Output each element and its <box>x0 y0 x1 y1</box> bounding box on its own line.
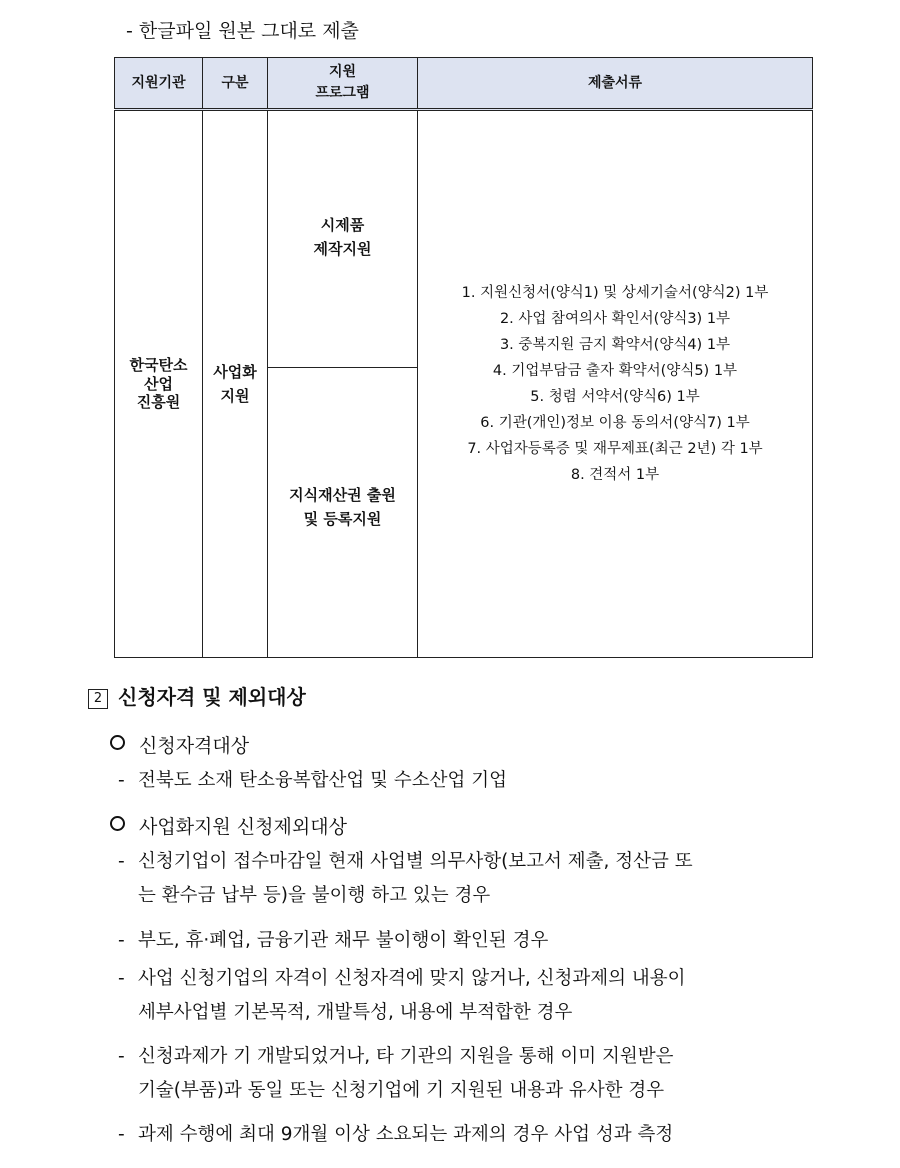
header-program-line2: 프로그램 <box>315 85 370 101</box>
exclusion-item-line: 부도, 휴·폐업, 금융기관 채무 불이행이 확인된 경우 <box>138 930 549 951</box>
document-item: 6. 기관(개인)정보 이용 동의서(양식7) 1부 <box>480 415 750 431</box>
header-program <box>268 58 418 110</box>
exclusion-item-line: 신청기업이 접수마감일 현재 사업별 의무사항(보고서 제출, 정산금 또 <box>138 851 693 872</box>
agency-line: 진흥원 <box>136 393 181 412</box>
list-item: - 부도, 휴·폐업, 금융기관 채무 불이행이 확인된 경우 <box>118 930 549 951</box>
document-item: 4. 기업부담금 출자 확약서(양식5) 1부 <box>492 363 738 379</box>
intro-note: - 한글파일 원본 그대로 제출 <box>126 20 359 42</box>
agency-line: 한국탄소 <box>129 355 188 374</box>
exclusion-item-line: 신청과제가 기 개발되었거나, 타 기관의 지원을 통해 이미 지원받은 <box>138 1046 674 1067</box>
document-item: 8. 견적서 1부 <box>570 467 660 483</box>
header-agency: 지원기관 <box>115 58 203 110</box>
list-item: - 신청기업이 접수마감일 현재 사업별 의무사항(보고서 제출, 정산금 또 는 환수금 납부 등)을 불이행 하고 있는 경우 <box>118 845 818 913</box>
table-row <box>115 110 813 368</box>
section-heading <box>88 681 306 710</box>
circle-bullet-icon <box>110 735 125 750</box>
exclusion-heading-text: 사업화지원 신청제외대상 <box>139 816 347 838</box>
exclusion-item-line: 기술(부품)과 동일 또는 신청기업에 기 지원된 내용과 유사한 경우 <box>138 1080 665 1101</box>
eligibility-heading <box>110 731 249 758</box>
program-line: 시제품 <box>320 216 365 234</box>
header-documents: 제출서류 <box>418 58 813 110</box>
section-number-box: 2 <box>88 689 108 709</box>
exclusion-item-line: 사업 신청기업의 자격이 신청자격에 맞지 않거나, 신청과제의 내용이 <box>138 968 686 989</box>
document-item: 2. 사업 참여의사 확인서(양식3) 1부 <box>499 311 731 327</box>
list-item: - 사업 신청기업의 자격이 신청자격에 맞지 않거나, 신청과제의 내용이 세부사업별 기본목적, 개발특성, 내용에 부적합한 경우 <box>118 962 818 1030</box>
header-category: 구분 <box>203 58 268 110</box>
section-title: 신청자격 및 제외대상 <box>118 685 306 709</box>
eligibility-item-text: 전북도 소재 탄소융복합산업 및 수소산업 기업 <box>138 770 507 791</box>
eligibility-heading-text: 신청자격대상 <box>139 735 250 757</box>
agency-line: 산업 <box>144 374 173 393</box>
program-cell-prototype <box>268 110 418 368</box>
program-line: 지식재산권 출원 <box>289 486 396 504</box>
submission-table <box>114 57 813 658</box>
agency-cell <box>115 110 203 658</box>
program-line: 및 등록지원 <box>303 510 382 528</box>
category-line: 지원 <box>220 387 250 405</box>
list-item: - 전북도 소재 탄소융복합산업 및 수소산업 기업 <box>118 770 507 791</box>
program-cell-ip <box>268 368 418 658</box>
exclusion-heading <box>110 812 347 839</box>
list-item: - 신청과제가 기 개발되었거나, 타 기관의 지원을 통해 이미 지원받은 기술(부품)과 동일 또는 신청기업에 기 지원된 내용과 유사한 경우 <box>118 1040 818 1108</box>
header-program-line1: 지원 <box>328 64 357 80</box>
program-line: 제작지원 <box>313 240 372 258</box>
documents-cell <box>418 110 813 658</box>
category-cell <box>203 110 268 658</box>
exclusion-item-line: 세부사업별 기본목적, 개발특성, 내용에 부적합한 경우 <box>138 1002 573 1023</box>
document-item: 1. 지원신청서(양식1) 및 상세기술서(양식2) 1부 <box>461 285 769 301</box>
document-item: 5. 청렴 서약서(양식6) 1부 <box>530 389 700 405</box>
category-line: 사업화 <box>213 363 257 381</box>
document-item: 7. 사업자등록증 및 재무제표(최근 2년) 각 1부 <box>467 441 763 457</box>
documents-list <box>418 280 812 488</box>
exclusion-item-line: 과제 수행에 최대 9개월 이상 소요되는 과제의 경우 사업 성과 측정 <box>138 1124 674 1145</box>
document-item: 3. 중복지원 금지 확약서(양식4) 1부 <box>499 337 731 353</box>
list-item: - 과제 수행에 최대 9개월 이상 소요되는 과제의 경우 사업 성과 측정 <box>118 1124 674 1145</box>
circle-bullet-icon <box>110 816 125 831</box>
table-header-row <box>115 58 813 110</box>
exclusion-item-line: 는 환수금 납부 등)을 불이행 하고 있는 경우 <box>138 885 491 906</box>
